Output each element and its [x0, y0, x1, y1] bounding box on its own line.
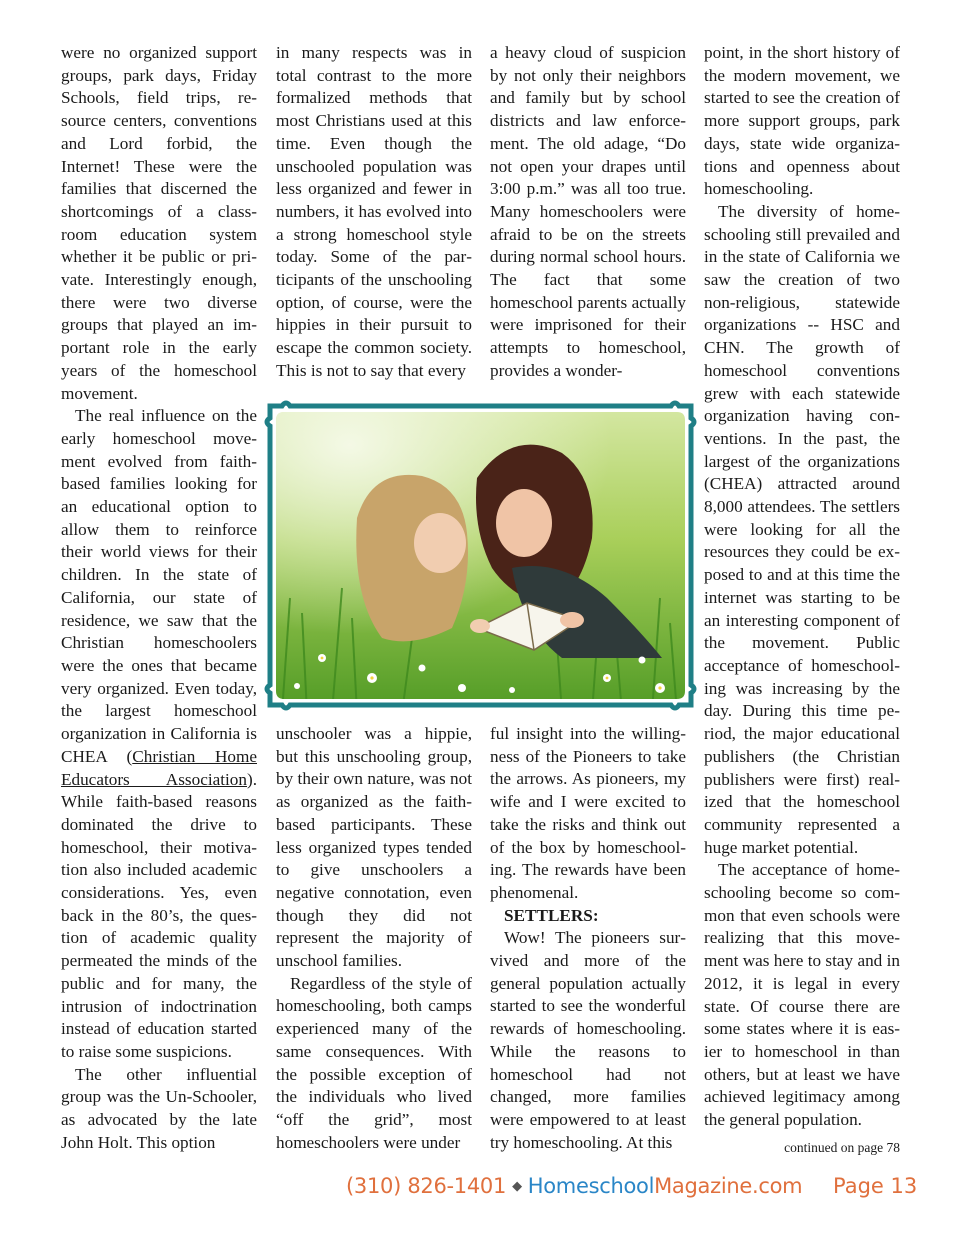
- footer-site-home[interactable]: Homeschool: [527, 1174, 655, 1198]
- paragraph: Wow! The pioneers survived and more of the general population actually started to see the wonderful rewards of homeschooling. While the reasons to homeschool had not changed, more families were empowered to at least try homeschooling. At this: [490, 928, 686, 1152]
- paragraph: point, in the short history of the modern movement, we started to see the creation of more support groups, park days, state wide organizations and openness about homeschooling.: [704, 43, 900, 199]
- chea-link[interactable]: Christian Home Educators Association: [61, 746, 257, 789]
- paragraph: unschooler was a hippie, but this unschooling group, by their own nature, was not as organized as the faith-based participants. These less organized types tended to give unschoolers a negative connotation, even though they did not represent the majority of unschool families.: [276, 724, 472, 971]
- paragraph: The diversity of homeschooling still prevailed and in the state of California we saw the creation of two non-religious, statewide organizations -- HSC and CHN. The growth of homeschool conventions grew with each statewide organization having conventions. In the past, the largest of the organizations (CHEA) attracted around 8,000 attendees. The settlers were looking for all the resources they could be exposed to and at this time the internet was starting to be an interesting component of the movement. Public acceptance of homeschooling was increasing by the day. During this time period, the major educational publishers (the Christian publishers were first) realized that the homeschool community represented a huge market potential.: [704, 201, 900, 857]
- paragraph: ful insight into the willingness of the Pioneers to take the arrows. As pioneers, my wife and I were excited to take the risks and think out of the box by homeschooling. The rewards have been phenomenal.: [490, 724, 686, 902]
- paragraph: in many respects was in total contrast to the more formalized methods that most Christians used at this time. Even though the unschooled population was less organized and fewer in numbers, it has evolved into a strong homeschool style today. Some of the participants of the unschooling option, of course, were the hippies in their pursuit to escape the common society. This is not to say that every: [276, 43, 472, 380]
- article-column-1: [61, 42, 257, 1154]
- article-column-2-top: [276, 42, 472, 383]
- article-column-2-bottom: [276, 723, 472, 1154]
- paragraph: The real influence on the early homeschool movement evolved from faith-based families looking for an educational option to allow them to reinforce their world views for their children. In the state of California, our state of residence, we saw that the Christian homeschoolers were the ones that became very organized. Even today, the largest homeschool organization in California is CHEA (Christian Home Educators Association). While faith-based reasons dominated the drive to homeschool, their motivation also included academic considerations. Yes, even back in the 80’s, the question of academic quality permeated the minds of the public and for many, the intrusion of indoctrination instead of education started to raise some suspicions.: [61, 406, 257, 1061]
- page-number: Page 13: [833, 1174, 918, 1198]
- article-column-4: [704, 42, 900, 1132]
- footer-phone[interactable]: (310) 826-1401: [346, 1174, 507, 1198]
- paragraph: The other influential group was the Un-Schooler, as advocated by the late John Holt. This option: [61, 1064, 257, 1152]
- paragraph: Regardless of the style of homeschooling, both camps experienced many of the same consequences. With the possible exception of the individuals who lived “off the grid”, most homeschoolers were under: [276, 973, 472, 1152]
- continued-note: continued on page 78: [784, 1140, 900, 1155]
- section-heading-settlers: SETTLERS:: [504, 905, 599, 925]
- footer-site-magazine[interactable]: Magazine.com: [654, 1174, 803, 1198]
- paragraph: were no organized support groups, park days, Friday Schools, field trips, resource centers, conventions and Lord forbid, the Internet! These were the families that discerned the shortcomings of a classroom education system whether it be public or private. Interestingly enough, there were two diverse groups that played an important role in the early years of the homeschool movement.: [61, 43, 257, 403]
- article-column-3-top: [490, 42, 686, 383]
- diamond-icon: ◆: [512, 1179, 522, 1194]
- paragraph: a heavy cloud of suspicion by not only their neighbors and family but by school districts and law enforcement. The old adage, “Do not open your drapes until 3:00 p.m.” was all too true. Many homeschoolers were afraid to be on the streets during normal school hours. The fact that some homeschool parents actually were imprisoned for their attempts to homeschool, provides a wonder-: [490, 43, 686, 380]
- page-footer: [0, 1170, 960, 1204]
- paragraph: The acceptance of homeschooling become so common that even schools were realizing that this movement was here to stay and in 2012, it is legal in every state. Of course there are some states where it is easier to homeschool in than others, but at least we have achieved legitimacy among the general population.: [704, 860, 900, 1130]
- article-photo: [262, 398, 699, 713]
- photo-illustration: [262, 398, 699, 713]
- footer-contact: [346, 1174, 802, 1198]
- article-column-3-bottom: [490, 723, 686, 1154]
